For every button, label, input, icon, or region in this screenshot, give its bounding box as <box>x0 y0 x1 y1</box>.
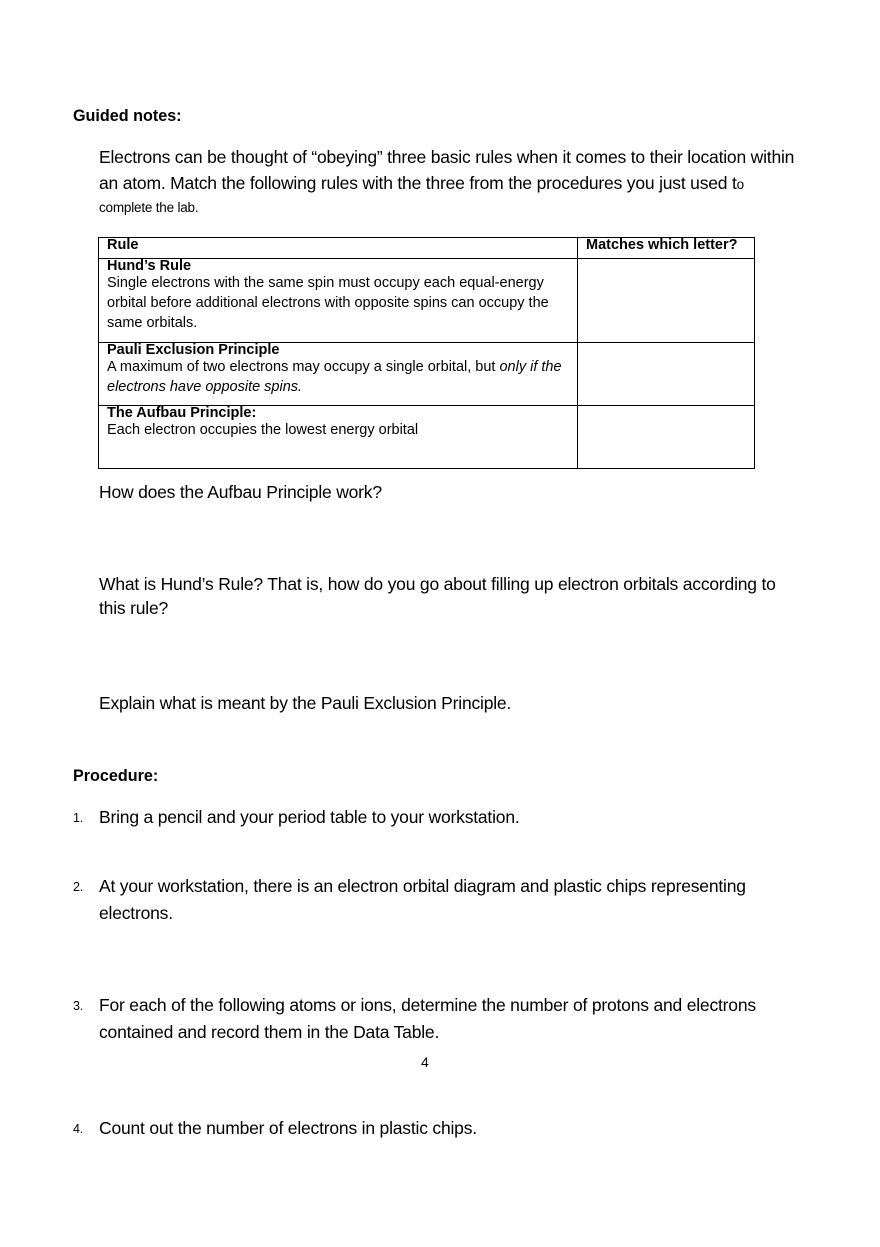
intro-line-2-tail: o <box>736 177 744 192</box>
step-text: Bring a pencil and your period table to your workstation. <box>99 807 520 827</box>
step-number: 1. <box>73 811 84 825</box>
rules-table-header-row <box>99 238 755 259</box>
question-pauli: Explain what is meant by the Pauli Exclusion Principle. <box>99 693 512 713</box>
rule-name-pauli: Pauli Exclusion Principle <box>107 342 280 358</box>
question-hund: What is Hund’s Rule? That is, how do you go about filling up electron orbitals according to this rule? <box>99 574 776 618</box>
step-number: 4. <box>73 1122 84 1136</box>
match-cell-hund[interactable] <box>578 259 755 343</box>
guided-notes-heading: Guided notes: <box>73 106 182 125</box>
step-number: 2. <box>73 880 84 894</box>
table-row <box>99 259 755 343</box>
intro-line-2 <box>99 170 789 198</box>
header-matches: Matches which letter? <box>578 238 755 259</box>
list-item <box>73 992 779 1046</box>
step-text: For each of the following atoms or ions, determine the number of protons and electrons contained and record them in the Data Table. <box>99 995 756 1042</box>
rule-name-hund: Hund’s Rule <box>107 258 192 274</box>
list-item <box>73 804 779 831</box>
table-row <box>99 343 755 406</box>
step-text: At your workstation, there is an electron orbital diagram and plastic chips representing electrons. <box>99 876 746 923</box>
rule-cell-pauli <box>99 343 578 406</box>
question-aufbau: How does the Aufbau Principle work? <box>99 482 382 502</box>
rule-desc-pauli-italic: only if the electrons have opposite spins. <box>107 359 562 395</box>
intro-line-3: complete the lab. <box>99 200 199 215</box>
rules-table <box>98 237 755 469</box>
step-number: 3. <box>73 999 84 1013</box>
intro-line-1: Electrons can be thought of “obeying” three basic rules when it comes to their location within <box>99 147 795 167</box>
header-rule: Rule <box>99 238 578 259</box>
intro-line-2-main: an atom. Match the following rules with the three from the procedures you just used t <box>99 173 737 193</box>
match-cell-pauli[interactable] <box>578 343 755 406</box>
step-text: Count out the number of electrons in plastic chips. <box>99 1118 477 1138</box>
match-cell-aufbau[interactable] <box>578 406 755 469</box>
rule-name-aufbau: The Aufbau Principle: <box>107 405 257 421</box>
page-number: 4 <box>421 1054 429 1070</box>
procedure-heading: Procedure: <box>73 766 159 785</box>
rule-cell-aufbau <box>99 406 578 469</box>
table-row <box>99 406 755 469</box>
rule-cell-hund <box>99 259 578 343</box>
list-item <box>73 1115 779 1142</box>
rule-desc-pauli: A maximum of two electrons may occupy a single orbital, but <box>107 359 500 375</box>
intro-paragraph <box>99 144 795 218</box>
rule-desc-aufbau: Each electron occupies the lowest energy orbital <box>107 422 419 438</box>
rule-desc-hund: Single electrons with the same spin must occupy each equal-energy orbital before additional electrons with opposite spins can occupy the same orbitals. <box>107 275 549 331</box>
list-item <box>73 873 779 927</box>
